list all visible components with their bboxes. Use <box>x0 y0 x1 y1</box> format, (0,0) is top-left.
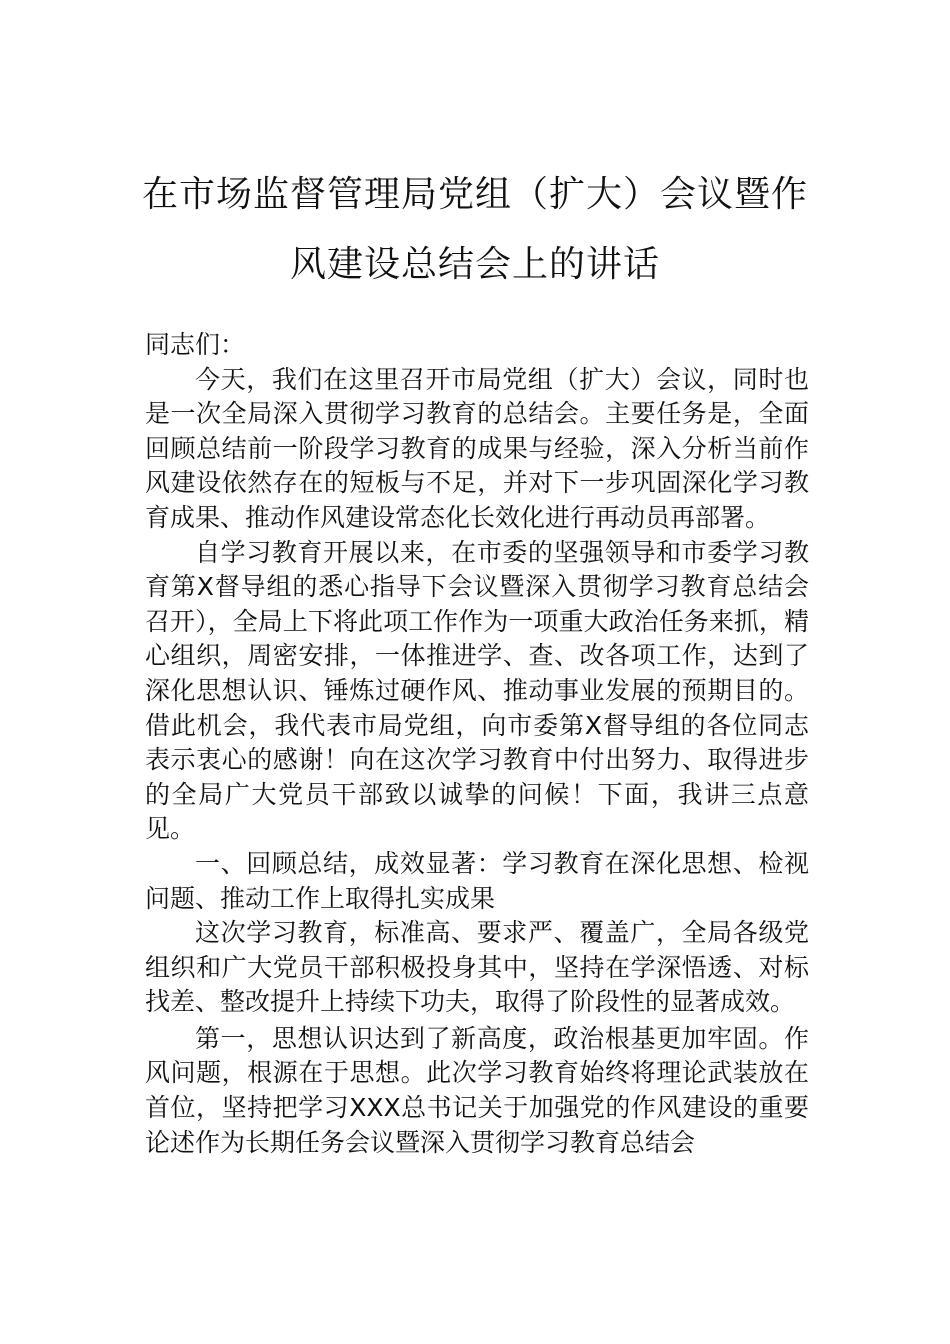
section-heading-1: 一、回顾总结，成效显著：学习教育在深化思想、检视问题、推动工作上取得扎实成果 <box>145 848 809 913</box>
paragraph-1: 今天，我们在这里召开市局党组（扩大）会议，同时也是一次全局深入贯彻学习教育的总结会。主要任务是，全面回顾总结前一阶段学习教育的成果与经验，深入分析当前作风建设依然存在的短板与不足，并对下一步巩固深化学习教育成果、推动作风建设常态化长效化进行再动员再部署。 <box>145 364 809 532</box>
salutation: 同志们： <box>145 330 246 359</box>
paragraph-2: 自学习教育开展以来，在市委的坚强领导和市委学习教育第X督导组的悉心指导下会议暨深入贯彻学习教育总结会召开），全局上下将此项工作作为一项重大政治任务来抓，精心组织，周密安排，一体推进学、查、改各项工作，达到了深化思想认识、锤炼过硬作风、推动事业发展的预期目的。借此机会，我代表市局党组，向市委第X督导组的各位同志表示衷心的感谢！向在这次学习教育中付出努力、取得进步的全局广大党员干部致以诚挚的问候！下面，我讲三点意见。 <box>145 537 809 844</box>
document-title-line-2: 风建设总结会上的讲话 <box>289 244 660 285</box>
document-title-line-1: 在市场监督管理局党组（扩大）会议暨作 <box>141 174 808 215</box>
paragraph-4: 第一，思想认识达到了新高度，政治根基更加牢固。作风问题，根源在于思想。此次学习教育始终将理论武装放在首位，坚持把学习XXX总书记关于加强党的作风建设的重要论述作为长期任务会议暨深入贯彻学习教育总结会 <box>145 1023 809 1157</box>
paragraph-3: 这次学习教育，标准高、要求严、覆盖广，全局各级党组织和广大党员干部积极投身其中，坚持在学深悟透、对标找差、整改提升上持续下功夫，取得了阶段性的显著成效。 <box>145 918 809 1017</box>
document-body <box>145 328 809 1160</box>
